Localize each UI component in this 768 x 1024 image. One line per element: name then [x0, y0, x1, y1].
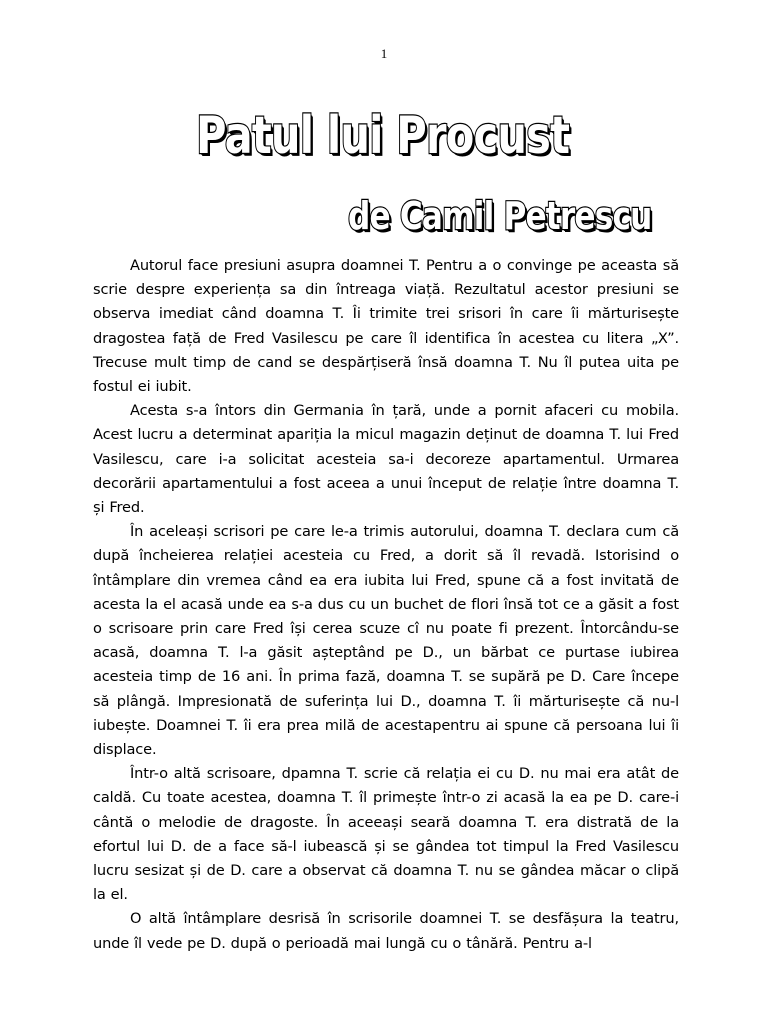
- paragraph: Autorul face presiuni asupra doamnei T. Pentru a o convinge pe aceasta să scrie despre experiența sa din întreaga viață. Rezultatul acestor presiuni se observa imediat când doamna T. Îi trimite trei srisori în care îi mărturisește dragostea față de Fred Vasilescu pe care îl identifica în acestea cu litera „X”. Trecuse mult timp de cand se despărțiseră însă doamna T. Nu îl putea uita pe fostul ei iubit.: [93, 257, 679, 396]
- paragraph: În aceleași scrisori pe care le-a trimis autorului, doamna T. declara cum că după încheierea relației acesteia cu Fred, a dorit să îl revadă. Istorisind o întâmplare din vremea când ea era iubita lui Fred, spune că a fost invitată de acesta la el acasă unde ea s-a dus cu un buchet de flori însă tot ce a găsit a fost o scrisoare prin care Fred își cerea scuze cî nu poate fi prezent. Întorcându-se acasă, doamna T. l-a găsit așteptând pe D., un bărbat ce purtase iubirea acesteia timp de 16 ani. În prima fază, doamna T. se supără pe D. Care începe să plângă. Impresionată de suferința lui D., doamna T. îi mărturisește că nu-l iubește. Doamnei T. îi era prea milă de acestapentru ai spune că persoana lui îi displace.: [93, 523, 679, 759]
- document-body: [93, 254, 679, 956]
- document-author: de Camil Petrescu: [348, 194, 652, 238]
- paragraph: Acesta s-a întors din Germania în țară, unde a pornit afaceri cu mobila. Acest lucru a determinat apariția la micul magazin deținut de doamna T. lui Fred Vasilescu, care i-a solicitat acesteia sa-i decoreze apartamentul. Urmarea decorării apartamentului a fost aceea a unui început de relație între doamna T. și Fred.: [93, 402, 679, 517]
- page-number: 1: [380, 46, 388, 61]
- paragraph: O altă întâmplare desrisă în scrisorile doamnei T. se desfășura la teatru, unde îl vede pe D. după o perioadă mai lungă cu o tânără. Pentru a-l: [93, 910, 679, 952]
- paragraph: Într-o altă scrisoare, dpamna T. scrie că relația ei cu D. nu mai era atât de caldă. Cu toate acestea, doamna T. îl primește într-o zi acasă la ea pe D. care-i cântă o melodie de dragoste. În aceeași seară doamna T. era distrată de la efortul lui D. de a face să-l iubească și se gândea tot timpul la Fred Vasilescu lucru sesizat și de D. care a observat că doamna T. nu se gândea măcar o clipă la el.: [93, 765, 679, 904]
- document-title: Patul lui Procust: [196, 106, 570, 166]
